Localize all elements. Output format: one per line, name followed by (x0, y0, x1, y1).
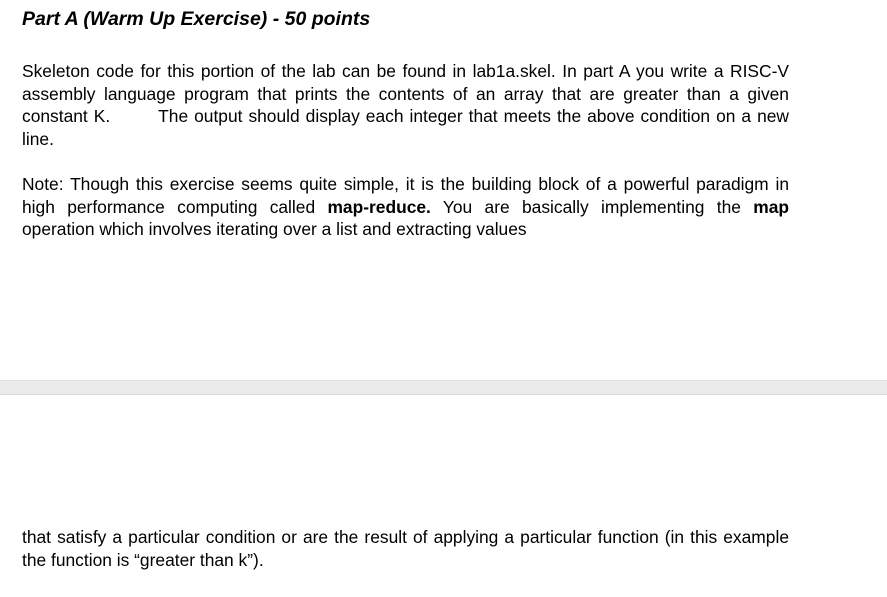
page-separator (0, 380, 887, 395)
intro-line-3b: The output should display each integer that meets the (158, 106, 582, 126)
note-text-3: operation which involves iterating over a list and extracting values (22, 219, 527, 239)
note-text-2: You are basically implementing the (430, 196, 754, 217)
note-paragraph (22, 173, 789, 241)
continuation-paragraph (22, 526, 789, 571)
intro-line-3a: than a given constant K. (22, 83, 789, 126)
map-reduce-term: map-reduce. (327, 196, 431, 217)
section-heading: Part A (Warm Up Exercise) - 50 points (22, 8, 371, 30)
intro-line-2: RISC-V assembly language program that prints the contents of an array that are greater (22, 61, 789, 104)
note-text-1: Note: Though this exercise seems quite simple, it is the building block of a powerful paradigm in high performance computing called (22, 174, 789, 217)
intro-line-4: above condition on a new line. (22, 106, 789, 149)
continuation-line-1: that satisfy a particular condition or are the result of applying a particular function (in this (22, 527, 718, 547)
page-2 (0, 395, 887, 597)
intro-paragraph (22, 60, 789, 150)
intro-line-1: Skeleton code for this portion of the lab can be found in lab1a.skel. In part A you write a (22, 61, 724, 81)
continuation-line-2: example the function is “greater than k”). (22, 527, 789, 570)
map-term: map (753, 196, 789, 217)
